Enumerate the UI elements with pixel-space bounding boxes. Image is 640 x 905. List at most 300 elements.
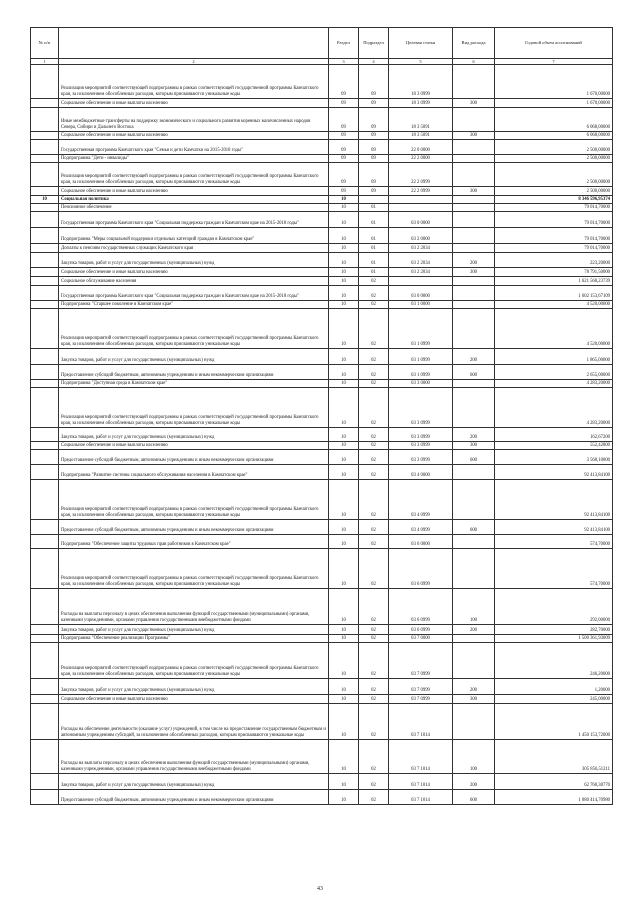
row-section: 09 — [329, 155, 359, 163]
table-row — [31, 286, 613, 301]
row-exptype — [453, 380, 495, 388]
row-target: 03 7 1014 — [389, 774, 453, 790]
row-section: 10 — [329, 442, 359, 450]
table-row — [31, 790, 613, 805]
row-target: 03 1 0999 — [389, 349, 453, 365]
col-header-target: Целевая статья — [389, 28, 453, 59]
row-section: 10 — [329, 480, 359, 520]
row-section: 10 — [329, 790, 359, 805]
row-amount: 1 602 153,67109 — [495, 286, 613, 301]
row-exptype — [453, 286, 495, 301]
row-amount: 62 760,30770 — [495, 774, 613, 790]
row-target — [389, 277, 453, 286]
row-name: Иные межбюджетные трансферты на поддержку экономического и социального развития коренных малочисленных народов Севера, Сибири и Дальнего Востока — [59, 108, 329, 132]
row-name: Закупка товаров, работ и услуг для государственных (муниципальных) нужд — [59, 349, 329, 365]
page-number: 43 — [317, 886, 323, 892]
row-name: Реализация мероприятий соответствующей подпрограммы в рамках соответствующей государственной программы Камчатского края, за исключением обособленных расходов, которым присваиваются уникальные коды — [59, 480, 329, 520]
row-name: Предоставление субсидий бюджетным, автономным учреждениям и иным некоммерческим организациям — [59, 450, 329, 465]
row-subsection: 02 — [359, 365, 389, 380]
row-number — [31, 428, 59, 442]
row-name: Социальное обеспечение и иные выплаты населению — [59, 132, 329, 140]
table-row — [31, 740, 613, 774]
row-subsection: 02 — [359, 549, 389, 589]
row-exptype: 100 — [453, 589, 495, 625]
row-target: 03 1 0999 — [389, 365, 453, 380]
row-exptype — [453, 196, 495, 204]
row-exptype — [453, 163, 495, 187]
table-row — [31, 253, 613, 268]
row-number — [31, 155, 59, 163]
row-number — [31, 679, 59, 695]
row-target: 03 2 0000 — [389, 228, 453, 244]
row-name: Подпрограмма "Обеспечение защиты трудовых прав работников в Камчатском крае" — [59, 535, 329, 549]
row-subsection: 02 — [359, 774, 389, 790]
row-name: Подпрограмма "Развитие системы социального обслуживания населения в Камчатском крае" — [59, 465, 329, 480]
row-subsection: 09 — [359, 155, 389, 163]
table-row — [31, 140, 613, 155]
row-section: 10 — [329, 589, 359, 625]
row-amount: 246,20000 — [495, 643, 613, 679]
row-name: Подпрограмма "Меры социальной поддержки отдельных категорий граждан в Камчатском крае" — [59, 228, 329, 244]
row-amount: 4 520,00000 — [495, 301, 613, 309]
row-name: Социальное обеспечение и иные выплаты населению — [59, 99, 329, 108]
row-amount: 92 413,84100 — [495, 520, 613, 535]
row-name: Реализация мероприятий соответствующей подпрограммы в рамках соответствующей государственной программы Камчатского края, за исключением обособленных расходов, которым присваиваются уникальные коды — [59, 549, 329, 589]
row-number — [31, 212, 59, 228]
row-subsection: 09 — [359, 65, 389, 99]
row-name: Подпрограмма "Обеспечение реализации Программы" — [59, 635, 329, 643]
row-subsection: 01 — [359, 244, 389, 253]
row-section: 10 — [329, 774, 359, 790]
row-target: 22 2 0999 — [389, 187, 453, 196]
row-target: 03 3 0999 — [389, 388, 453, 428]
row-subsection: 09 — [359, 132, 389, 140]
row-name: Государственная программа Камчатского края "Семья и дети Камчатки на 2015-2018 годы" — [59, 140, 329, 155]
row-exptype: 600 — [453, 790, 495, 805]
table-row — [31, 589, 613, 625]
row-number — [31, 380, 59, 388]
row-amount: 2 500,00000 — [495, 163, 613, 187]
row-subsection: 09 — [359, 163, 389, 187]
row-target: 03 3 0999 — [389, 450, 453, 465]
row-subsection: 02 — [359, 589, 389, 625]
row-exptype: 200 — [453, 349, 495, 365]
row-amount: 3 568,10000 — [495, 450, 613, 465]
row-target — [389, 204, 453, 212]
budget-table — [30, 27, 613, 805]
row-name: Подпрограмма "Старшее поколение в Камчатском крае" — [59, 301, 329, 309]
row-name: Предоставление субсидий бюджетным, автономным учреждениям и иным некоммерческим организациям — [59, 520, 329, 535]
table-row — [31, 277, 613, 286]
row-section: 10 — [329, 625, 359, 635]
row-section: 10 — [329, 204, 359, 212]
row-number — [31, 740, 59, 774]
row-exptype: 300 — [453, 99, 495, 108]
row-amount: 4 520,00000 — [495, 309, 613, 349]
row-exptype: 600 — [453, 520, 495, 535]
row-amount: 2 500,00000 — [495, 140, 613, 155]
row-target: 22 0 0000 — [389, 140, 453, 155]
table-row — [31, 450, 613, 465]
row-target: 03 6 0000 — [389, 535, 453, 549]
row-number — [31, 695, 59, 704]
table-row — [31, 244, 613, 253]
row-name: Закупка товаров, работ и услуг для государственных (муниципальных) нужд — [59, 253, 329, 268]
row-section: 10 — [329, 740, 359, 774]
row-number — [31, 132, 59, 140]
row-target: 03 6 0999 — [389, 589, 453, 625]
row-subsection: 01 — [359, 204, 389, 212]
row-number — [31, 450, 59, 465]
row-subsection: 02 — [359, 450, 389, 465]
row-number — [31, 625, 59, 635]
row-section: 10 — [329, 349, 359, 365]
row-number — [31, 388, 59, 428]
row-amount: 574,70000 — [495, 535, 613, 549]
row-name: Реализация мероприятий соответствующей подпрограммы в рамках соответствующей государственной программы Камчатского края, за исключением обособленных расходов, которым присваиваются уникальные коды — [59, 388, 329, 428]
row-number — [31, 520, 59, 535]
row-target: 22 2 0000 — [389, 155, 453, 163]
row-name: Реализация мероприятий соответствующей подпрограммы в рамках соответствующей государственной программы Камчатского края, за исключением обособленных расходов, которым присваиваются уникальные коды — [59, 163, 329, 187]
row-subsection: 02 — [359, 520, 389, 535]
row-subsection: 02 — [359, 790, 389, 805]
table-row — [31, 155, 613, 163]
row-exptype — [453, 704, 495, 740]
row-number — [31, 286, 59, 301]
row-exptype: 300 — [453, 187, 495, 196]
row-subsection: 02 — [359, 442, 389, 450]
table-row — [31, 442, 613, 450]
row-number — [31, 228, 59, 244]
row-amount: 1 865,00000 — [495, 349, 613, 365]
row-number — [31, 549, 59, 589]
row-target: 03 7 1014 — [389, 740, 453, 774]
table-row — [31, 695, 613, 704]
table-row — [31, 163, 613, 187]
col-number: 1 — [31, 59, 59, 65]
row-number — [31, 253, 59, 268]
row-exptype: 300 — [453, 695, 495, 704]
row-exptype — [453, 65, 495, 99]
row-name: Предоставление субсидий бюджетным, автономным учреждениям и иным некоммерческим организациям — [59, 365, 329, 380]
row-name: Закупка товаров, работ и услуг для государственных (муниципальных) нужд — [59, 774, 329, 790]
row-subsection — [359, 196, 389, 204]
row-target: 03 2 2034 — [389, 268, 453, 277]
row-target: 03 6 0999 — [389, 625, 453, 635]
row-target: 18 3 0999 — [389, 65, 453, 99]
row-number — [31, 244, 59, 253]
table-row — [31, 268, 613, 277]
row-name: Социальное обеспечение и иные выплаты населению — [59, 268, 329, 277]
row-exptype — [453, 155, 495, 163]
row-amount: 245,00000 — [495, 695, 613, 704]
row-subsection: 01 — [359, 228, 389, 244]
row-subsection: 01 — [359, 253, 389, 268]
row-section: 09 — [329, 99, 359, 108]
row-section: 10 — [329, 704, 359, 740]
row-section: 10 — [329, 253, 359, 268]
row-amount: 8 346 596,95374 — [495, 196, 613, 204]
row-number — [31, 108, 59, 132]
row-section: 10 — [329, 301, 359, 309]
row-target: 03 3 0999 — [389, 428, 453, 442]
row-subsection: 02 — [359, 309, 389, 349]
row-subsection: 02 — [359, 695, 389, 704]
col-header-name — [59, 28, 329, 59]
table-row — [31, 428, 613, 442]
row-amount: 78 791,50000 — [495, 268, 613, 277]
row-section: 10 — [329, 535, 359, 549]
col-number: 5 — [389, 59, 453, 65]
row-name: Государственная программа Камчатского края "Социальная поддержка граждан в Камчатском крае на 2015-2018 годы" — [59, 286, 329, 301]
row-target: 03 4 0999 — [389, 520, 453, 535]
row-section: 10 — [329, 465, 359, 480]
row-section: 10 — [329, 286, 359, 301]
row-subsection: 02 — [359, 286, 389, 301]
row-exptype — [453, 388, 495, 428]
row-exptype: 300 — [453, 268, 495, 277]
row-subsection: 02 — [359, 301, 389, 309]
row-exptype: 600 — [453, 365, 495, 380]
row-name: Закупка товаров, работ и услуг для государственных (муниципальных) нужд — [59, 679, 329, 695]
row-exptype: 200 — [453, 428, 495, 442]
row-subsection: 02 — [359, 349, 389, 365]
row-exptype: 200 — [453, 679, 495, 695]
row-section: 10 — [329, 212, 359, 228]
row-exptype — [453, 108, 495, 132]
row-amount: 292,00000 — [495, 589, 613, 625]
row-number — [31, 589, 59, 625]
row-subsection: 02 — [359, 535, 389, 549]
row-amount: 79 014,70000 — [495, 244, 613, 253]
row-number — [31, 140, 59, 155]
row-subsection: 09 — [359, 99, 389, 108]
row-target: 03 4 0000 — [389, 465, 453, 480]
row-target: 03 0 0000 — [389, 286, 453, 301]
row-section: 10 — [329, 196, 359, 204]
table-row — [31, 187, 613, 196]
row-subsection: 02 — [359, 635, 389, 643]
row-name: Социальная политика — [59, 196, 329, 204]
row-number — [31, 535, 59, 549]
row-exptype: 200 — [453, 774, 495, 790]
row-amount: 79 014,70000 — [495, 212, 613, 228]
row-section: 10 — [329, 244, 359, 253]
table-row — [31, 349, 613, 365]
row-section: 10 — [329, 380, 359, 388]
row-number — [31, 790, 59, 805]
table-row — [31, 108, 613, 132]
row-amount: 1 670,00000 — [495, 65, 613, 99]
row-number — [31, 465, 59, 480]
row-subsection: 02 — [359, 480, 389, 520]
row-target: 03 1 0999 — [389, 309, 453, 349]
row-number: 10 — [31, 196, 59, 204]
row-section: 09 — [329, 187, 359, 196]
row-target: 03 7 1014 — [389, 704, 453, 740]
row-exptype — [453, 228, 495, 244]
row-subsection: 09 — [359, 108, 389, 132]
row-number — [31, 301, 59, 309]
row-target: 03 2 2034 — [389, 253, 453, 268]
row-amount: 552,42800 — [495, 442, 613, 450]
table-row — [31, 301, 613, 309]
table-row — [31, 535, 613, 549]
row-subsection: 02 — [359, 388, 389, 428]
row-number — [31, 309, 59, 349]
row-subsection: 02 — [359, 465, 389, 480]
row-amount: 4 283,20000 — [495, 380, 613, 388]
row-amount: 1 500 361,93009 — [495, 635, 613, 643]
row-exptype — [453, 204, 495, 212]
row-target: 18 3 5091 — [389, 132, 453, 140]
row-subsection: 02 — [359, 428, 389, 442]
row-exptype: 200 — [453, 625, 495, 635]
row-amount: 92 413,84100 — [495, 480, 613, 520]
row-exptype — [453, 535, 495, 549]
row-number — [31, 643, 59, 679]
row-target: 03 7 1014 — [389, 790, 453, 805]
row-amount: 1 670,00000 — [495, 99, 613, 108]
row-number — [31, 480, 59, 520]
row-subsection: 02 — [359, 679, 389, 695]
row-section: 10 — [329, 520, 359, 535]
row-exptype — [453, 549, 495, 589]
row-section: 10 — [329, 309, 359, 349]
row-amount: 2 500,00000 — [495, 187, 613, 196]
row-target: 18 3 0999 — [389, 99, 453, 108]
table-row — [31, 204, 613, 212]
row-amount: 2 655,00000 — [495, 365, 613, 380]
row-section: 10 — [329, 695, 359, 704]
row-name: Закупка товаров, работ и услуг для государственных (муниципальных) нужд — [59, 428, 329, 442]
row-exptype — [453, 301, 495, 309]
row-amount: 2 500,00000 — [495, 155, 613, 163]
row-section: 10 — [329, 428, 359, 442]
row-exptype — [453, 635, 495, 643]
table-row — [31, 196, 613, 204]
row-amount: 282,70000 — [495, 625, 613, 635]
row-amount: 1,20000 — [495, 679, 613, 695]
row-name: Доплаты к пенсиям государственных служащих Камчатского края — [59, 244, 329, 253]
row-name: Социальное обеспечение и иные выплаты населению — [59, 695, 329, 704]
row-target: 03 7 0999 — [389, 643, 453, 679]
col-header-subsection: Подраздел — [359, 28, 389, 59]
row-amount: 79 014,70000 — [495, 204, 613, 212]
table-row — [31, 132, 613, 140]
row-amount: 574,70000 — [495, 549, 613, 589]
row-name: Расходы на обеспечение деятельности (оказание услуг) учреждений, в том числе на предоставление государственным бюджетным и автономным учреждениям субсидий, за исключением обособленных расходов, которым присваиваются уникальные коды — [59, 704, 329, 740]
row-number — [31, 442, 59, 450]
row-section: 10 — [329, 277, 359, 286]
row-exptype — [453, 140, 495, 155]
row-section: 10 — [329, 679, 359, 695]
row-amount: 6 068,00000 — [495, 108, 613, 132]
row-target: 03 7 0999 — [389, 679, 453, 695]
row-number — [31, 187, 59, 196]
table-row — [31, 465, 613, 480]
table-row — [31, 625, 613, 635]
row-name: Государственная программа Камчатского края "Социальная поддержка граждан в Камчатском крае на 2015-2018 годы" — [59, 212, 329, 228]
row-target: 03 7 0999 — [389, 695, 453, 704]
row-exptype: 300 — [453, 442, 495, 450]
row-section: 10 — [329, 643, 359, 679]
col-header-exptype: Вид расхода — [453, 28, 495, 59]
row-exptype: 300 — [453, 132, 495, 140]
row-target: 03 3 0000 — [389, 380, 453, 388]
table-row — [31, 228, 613, 244]
row-number — [31, 99, 59, 108]
table-row — [31, 704, 613, 740]
row-subsection: 02 — [359, 380, 389, 388]
row-section: 10 — [329, 268, 359, 277]
row-number — [31, 163, 59, 187]
row-subsection: 02 — [359, 643, 389, 679]
row-section: 10 — [329, 635, 359, 643]
row-target: 22 2 0999 — [389, 163, 453, 187]
row-number — [31, 774, 59, 790]
row-exptype — [453, 212, 495, 228]
row-amount: 305 856,51211 — [495, 740, 613, 774]
col-number: 7 — [495, 59, 613, 65]
col-number: 4 — [359, 59, 389, 65]
row-number — [31, 349, 59, 365]
row-exptype — [453, 309, 495, 349]
row-subsection: 01 — [359, 268, 389, 277]
table-row — [31, 520, 613, 535]
row-exptype — [453, 277, 495, 286]
table-row — [31, 380, 613, 388]
col-header-section: Раздел — [329, 28, 359, 59]
table-row — [31, 309, 613, 349]
row-target: 18 3 5091 — [389, 108, 453, 132]
table-header-row — [31, 28, 613, 59]
row-section: 10 — [329, 388, 359, 428]
row-name: Реализация мероприятий соответствующей подпрограммы в рамках соответствующей государственной программы Камчатского края, за исключением обособленных расходов, которым присваиваются уникальные коды — [59, 643, 329, 679]
row-amount: 6 068,00000 — [495, 132, 613, 140]
row-target: 03 1 0000 — [389, 301, 453, 309]
col-number: 3 — [329, 59, 359, 65]
table-row — [31, 635, 613, 643]
row-amount: 92 413,84100 — [495, 465, 613, 480]
row-name: Социальное обеспечение и иные выплаты населению — [59, 442, 329, 450]
row-name: Подпрограмма "Дети - инвалиды" — [59, 155, 329, 163]
row-name: Предоставление субсидий бюджетным, автономным учреждениям и иным некоммерческим организациям — [59, 790, 329, 805]
row-exptype — [453, 480, 495, 520]
row-section: 10 — [329, 549, 359, 589]
table-body — [31, 65, 613, 805]
row-section: 10 — [329, 450, 359, 465]
row-section: 09 — [329, 108, 359, 132]
row-amount: 79 014,70000 — [495, 228, 613, 244]
row-subsection: 02 — [359, 277, 389, 286]
row-subsection: 01 — [359, 212, 389, 228]
row-name: Расходы на выплаты персоналу в целях обеспечения выполнения функций государственными (муниципальными) органами, казенными учреждениями, органами управления государственными внебюджетными фондами — [59, 740, 329, 774]
table-row — [31, 99, 613, 108]
row-subsection: 02 — [359, 625, 389, 635]
row-name: Социальное обслуживание населения — [59, 277, 329, 286]
table-row — [31, 388, 613, 428]
row-number — [31, 277, 59, 286]
row-target — [389, 196, 453, 204]
row-target: 03 2 2034 — [389, 244, 453, 253]
row-number — [31, 268, 59, 277]
row-subsection: 09 — [359, 140, 389, 155]
row-section: 10 — [329, 228, 359, 244]
table-row — [31, 65, 613, 99]
row-name: Реализация мероприятий соответствующей подпрограммы в рамках соответствующей государственной программы Камчатского края, за исключением обособленных расходов, которым присваиваются уникальные коды — [59, 309, 329, 349]
row-name: Закупка товаров, работ и услуг для государственных (муниципальных) нужд — [59, 625, 329, 635]
